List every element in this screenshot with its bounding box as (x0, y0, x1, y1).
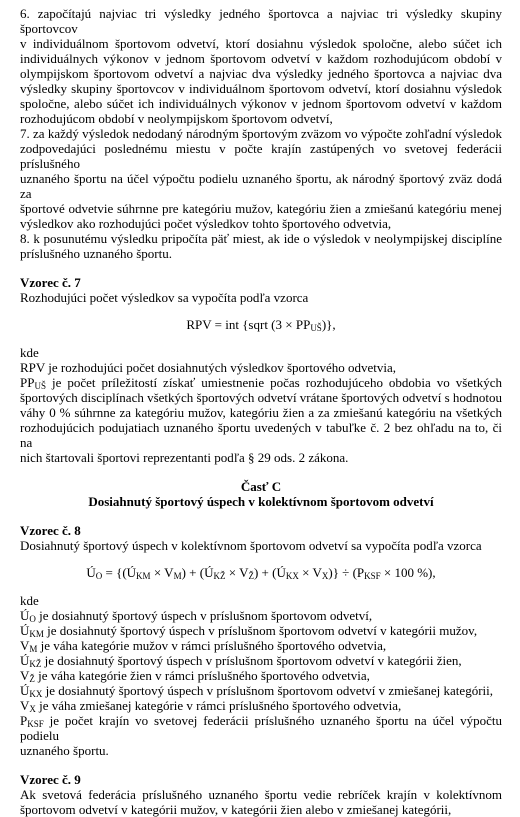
vzorec-8-heading: Vzorec č. 8 (20, 523, 81, 538)
text-line: olympijskom športovom odvetví a najviac dva výsledky jedného športovca a najviac dva (20, 66, 502, 81)
formula-uo: $Ú_O$ = {$(Ú_{KM} \times V_M)$ + $(Ú_{KŽ} \times V_Ž)$ + $(Ú_{KX} \times V_X)\} \div (P_{KSF} \times 100$ %), (86, 565, 436, 581)
definition-vx: $V_X$ je váha zmiešanej kategórie v rámci príslušného športového odvetvia, (20, 698, 402, 714)
definition-vz: $V_Ž$ je váha kategórie žien v rámci príslušného športového odvetvia, (20, 668, 370, 684)
text-line: v individuálnom športovom odvetví, ktorí dosiahnu výsledok spoločne, alebo súčet ich (20, 36, 502, 51)
part-c-subtitle: Dosiahnutý športový úspech v kolektívnom športovom odvetví (88, 494, 434, 509)
text-line: 7. za každý výsledok nedodaný národným športovým zväzom vo výpočte zohľadní výsledok (20, 126, 502, 141)
text-line: zodpovedajúci poslednému miestu v počte krajín zastúpených vo svetovej federácii príslušného (20, 141, 502, 171)
text-line: spoločne, alebo súčet ich individuálnych výkonov v jednom športovom odvetví v každom (20, 96, 502, 111)
definition-ukz: $Ú_{KŽ}$ je dosiahnutý športový úspech v príslušnom športovom odvetví v kategórii žien, (20, 653, 462, 669)
definition-pksf: $P_{KSF}$ je počet krajín vo svetovej federácii príslušného uznaného športu na účel výpočtu podielu uznaného športu. (20, 713, 502, 758)
text-line: uznaného športu na účel výpočtu podielu uznaného športu, ak národný športový zväz dodá za (20, 171, 502, 201)
formula-rpv: RPV = int {sqrt $(3 \times PP_{UŠ})$}, (186, 317, 336, 333)
definition-ukm: $Ú_{KM}$ je dosiahnutý športový úspech v príslušnom športovom odvetví v kategórii mužov, (20, 623, 478, 639)
vzorec-7-intro: Rozhodujúci počet výsledkov sa vypočíta podľa vzorca (20, 290, 309, 305)
definition-rpv: RPV je rozhodujúci počet dosiahnutých výsledkov športového odvetvia, (20, 360, 396, 375)
item-7 (20, 126, 502, 231)
text-line: výsledky skupiny športovcov v individuálnom športovom odvetví, ktorí dosiahnu výsledok (20, 81, 502, 96)
definition-ukx: $Ú_{KX}$ je dosiahnutý športový úspech v príslušnom športovom odvetví v zmiešanej kategórii, (20, 683, 493, 699)
kde-label: kde (20, 593, 39, 608)
text-line: 8. k posunutému výsledku pripočíta päť miest, ak ide o výsledok v neolympijskej disciplíne (20, 231, 502, 246)
text-line: rozhodujúcom období v neolympijskom športovom odvetví, (20, 111, 333, 126)
text-line: individuálnych výkonov v jednom športovom odvetví v každom rozhodujúcom období v (20, 51, 502, 66)
text-line: príslušného uznaného športu. (20, 246, 173, 261)
text-line: športové odvetvie súhrnne pre kategóriu mužov, kategóriu žien a zmiešanú kategóriu menej (20, 201, 502, 216)
vzorec-7-heading: Vzorec č. 7 (20, 275, 81, 290)
item-8 (20, 231, 502, 261)
vzorec-8-intro: Dosiahnutý športový úspech v kolektívnom športovom odvetví sa vypočíta podľa vzorca (20, 538, 482, 553)
kde-label: kde (20, 345, 39, 360)
text-line: 6. započítajú najviac tri výsledky jedného športovca a najviac tri výsledky skupiny športovcov (20, 6, 502, 36)
definition-vm: $V_M$ je váha kategórie mužov v rámci príslušného športového odvetvia, (20, 638, 387, 654)
part-c-title: Časť C (240, 479, 282, 494)
text-line: Ak svetová federácia príslušného uznaného športu vedie rebríček krajín v kolektívnom (20, 787, 502, 802)
vzorec-9-heading: Vzorec č. 9 (20, 772, 81, 787)
item-6 (20, 6, 502, 126)
definition-uo: $Ú_O$ je dosiahnutý športový úspech v príslušnom športovom odvetví, (20, 608, 373, 624)
text-line: výsledkov ako rozhodujúci počet výsledkov tohto športového odvetvia, (20, 216, 392, 231)
definition-pp: $PP_{UŠ}$ je počet príležitostí získať umiestnenie počas rozhodujúceho obdobia vo všetkých športových disciplínach všetkých športových odvetví vrátane športových odvetví s hodnotou váhy 0 % súhrnne za kategóriu mužov, kategóriu žien a za zmiešanú kategóriu na všetkých rozhodujúcich podujatiach uznaného športu uvedených v tabuľke č. 2 bez ohľadu na to, či na nich štartovali športovi reprezentanti podľa § 29 ods. 2 zákona. (20, 375, 502, 465)
text-line: športovom odvetví v kategórii mužov, v kategórii žien alebo v zmiešanej kategórii, (20, 802, 452, 817)
